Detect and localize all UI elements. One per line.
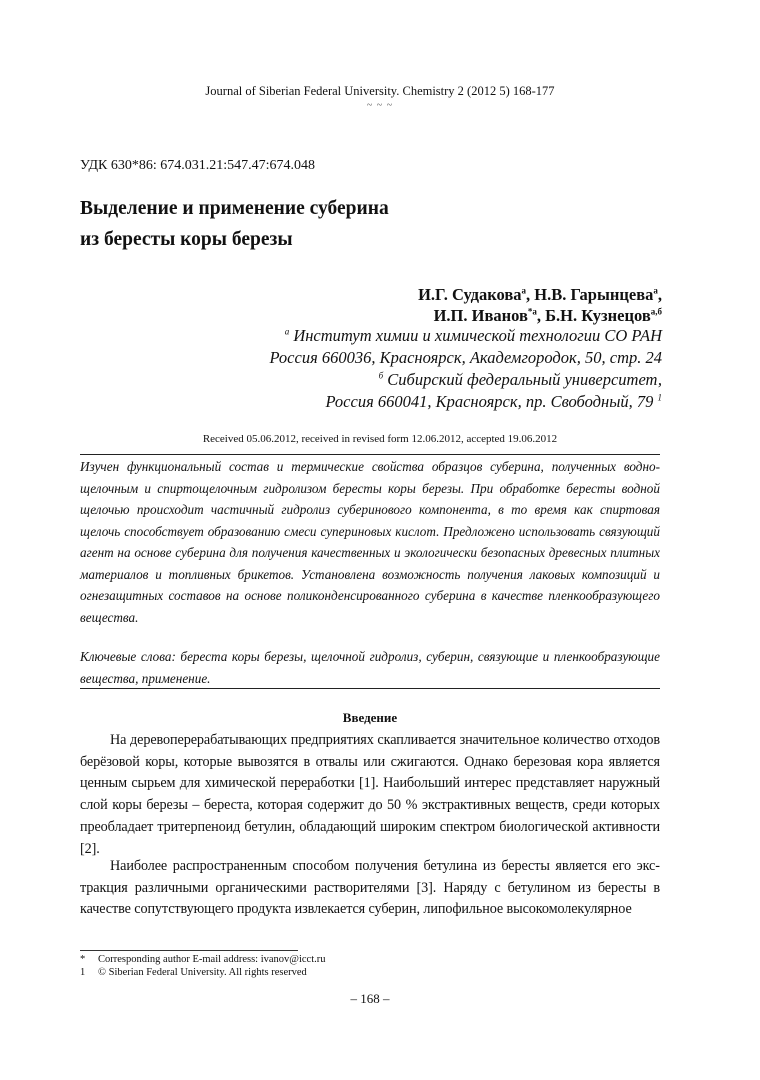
- author-affiliation-mark: *а: [527, 306, 537, 317]
- author-separator: ,: [536, 306, 546, 325]
- authors-line-2: [434, 306, 662, 326]
- affiliation-mark: а: [284, 326, 290, 337]
- footnote-text: Corresponding author E-mail address: ivanov@icct.ru: [98, 954, 326, 965]
- author-affiliation-mark: а,б: [650, 306, 662, 317]
- affiliation-b-name: [379, 370, 662, 390]
- section-heading-introduction: Введение: [342, 710, 398, 725]
- author-affiliation-mark: а: [653, 285, 658, 296]
- author-name: Б.Н. Кузнецов: [545, 306, 651, 325]
- affiliation-b-address: [325, 392, 662, 412]
- keywords-text: Ключевые слова: береста коры березы, щелочной гидролиз, суберин, связующие и пленкообразующие вещества, применение.: [80, 649, 660, 686]
- author-separator: ,: [526, 285, 535, 304]
- header-ornament: ~ ~ ~: [366, 100, 394, 111]
- body-paragraph-2: Наиболее распространенным способом получения бетулина из бересты является его экстракция различными органическими растворителями [3]. Наряду с бетулином из бересты в качестве сопутствующего продукта извлекается суберин, липофильное высокомолекулярное: [80, 858, 660, 918]
- footnote-text: © Siberian Federal University. All rights reserved: [98, 967, 307, 978]
- footnote-corresponding-author: [80, 953, 326, 966]
- footnote-mark: *: [80, 954, 86, 965]
- abstract-top-rule: [80, 454, 660, 455]
- affiliation-text: Россия 660041, Красноярск, пр. Свободный, 79: [325, 392, 658, 411]
- author-name: Н.В. Гарынцева: [534, 285, 654, 304]
- author-affiliation-mark: а: [521, 285, 527, 296]
- affiliation-text: Сибирский федеральный университет,: [383, 370, 662, 389]
- author-name: И.Г. Судакова: [418, 285, 522, 304]
- affiliation-text: Институт химии и химической технологии СО РАН: [289, 326, 662, 345]
- author-name: И.П. Иванов: [433, 306, 528, 325]
- affiliation-mark: б: [378, 370, 384, 381]
- abstract-bottom-rule: [80, 688, 660, 689]
- paper-title-line-2: из бересты коры березы: [80, 229, 293, 250]
- footnote-copyright: [80, 966, 307, 979]
- footnote-reference: 1: [657, 392, 662, 403]
- affiliation-a-name: [285, 326, 662, 346]
- footnote-mark: 1: [80, 967, 86, 978]
- footnote-separator: [80, 950, 298, 951]
- author-separator: ,: [657, 285, 662, 304]
- page-number: – 168 –: [350, 991, 390, 1006]
- paper-title-line-1: Выделение и применение суберина: [80, 198, 389, 219]
- udc-code: УДК 630*86: 674.031.21:547.47:674.048: [80, 158, 316, 173]
- body-paragraph-1: На деревоперерабатывающих предприятиях скапливается значительное количество отходов берёзовой коры, которые вывозятся в отвалы или сжигаются. Однако березовая кора является ценным сырьем для химической переработки [1]. Наибольший интерес представляет наружный слой коры березы – береста, которая содержит до 50 % экстрактивных веществ, среди которых преобладает тритерпеноид бетулин, обладающий широким спектром биологической активности [2].: [80, 732, 660, 857]
- authors-line-1: [418, 285, 662, 305]
- received-dates: Received 05.06.2012, received in revised form 12.06.2012, accepted 19.06.2012: [202, 433, 558, 445]
- journal-header: Journal of Siberian Federal University. Chemistry 2 (2012 5) 168-177: [205, 84, 555, 98]
- abstract-text: Изучен функциональный состав и термические свойства образцов суберина, полученных водно-щелочным и спиртощелочным гидролизом бересты коры березы. При обработке бересты водной щелочью происходит частичный гидролиз суберинового компонента, в то время как спиртовая щелочь способствует образованию смеси супериновых кислот. Предложено использовать связующий агент на основе суберина для получения качественных и экологически безопасных древесных плитных материалов и топливных брикетов. Установлена возможность получения лаковых композиций и огнезащитных составов на основе поликонденсированного суберина в качестве пленкообразующего вещества.: [80, 459, 660, 625]
- affiliation-a-address: Россия 660036, Красноярск, Академгородок, 50, стр. 24: [269, 348, 662, 367]
